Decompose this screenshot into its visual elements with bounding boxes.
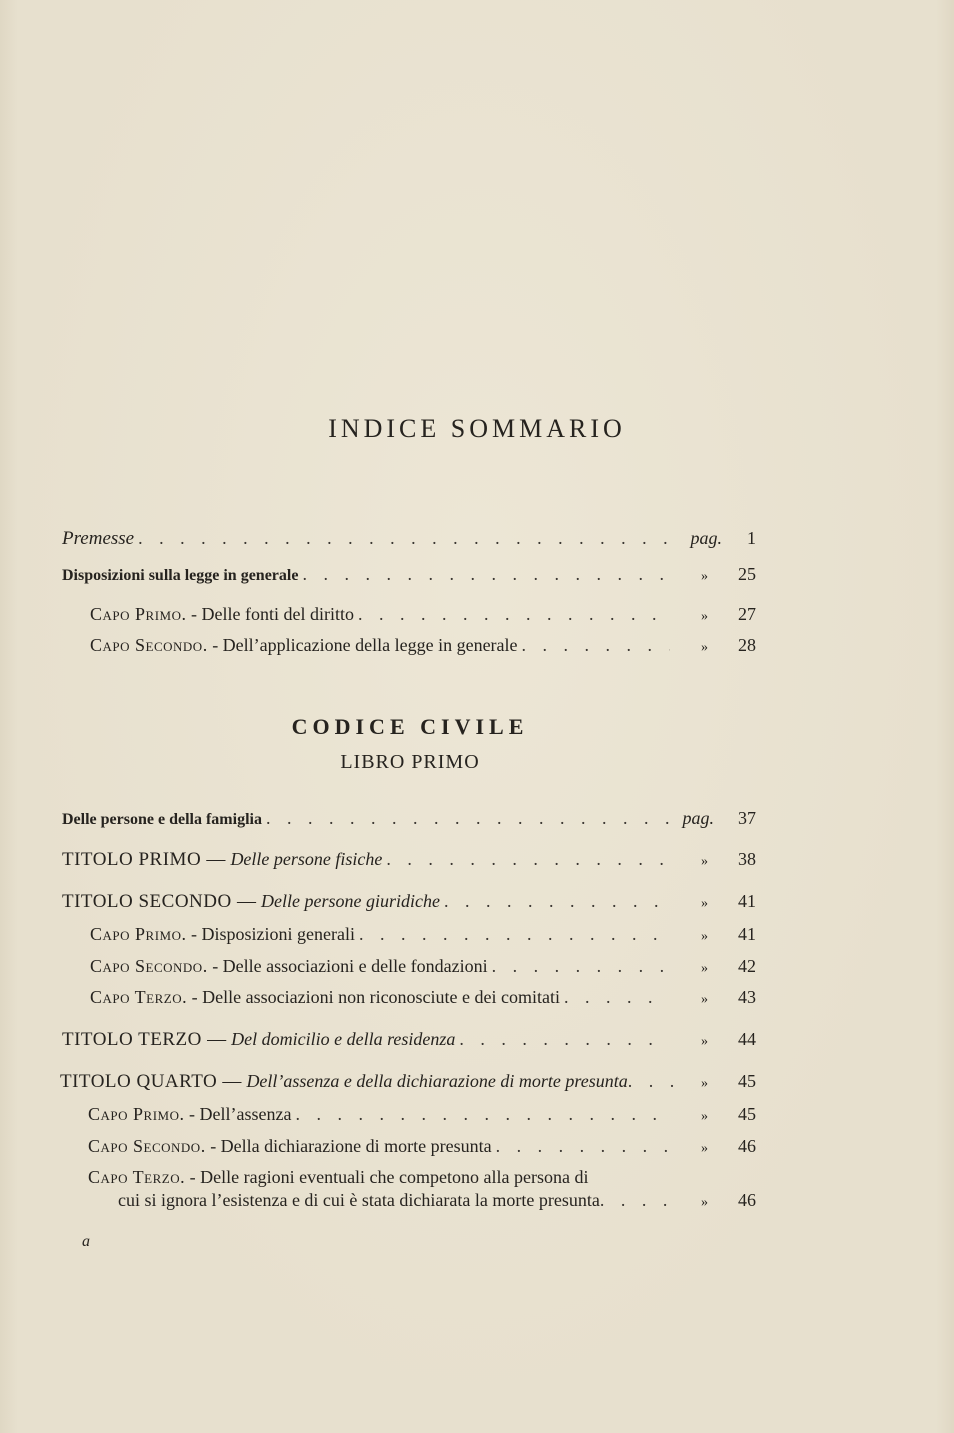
entry-label xyxy=(90,923,355,945)
capo-text: - Delle associazioni e delle fondazioni xyxy=(212,956,488,976)
leader-dots xyxy=(628,1070,684,1092)
page-number: 41 xyxy=(738,924,756,944)
toc-entry-titolo-secondo xyxy=(62,890,756,915)
page-marker: » xyxy=(701,961,708,976)
entry-label xyxy=(60,1070,628,1093)
page-marker: » xyxy=(701,640,708,655)
entry-label: Delle persone e della famiglia xyxy=(62,811,262,828)
capo-text: - Dell’applicazione della legge in generale xyxy=(212,635,518,655)
capo-label: Capo Secondo. xyxy=(90,956,208,976)
page-number: 44 xyxy=(738,1029,756,1049)
page-number: 27 xyxy=(738,604,756,624)
capo-label: Capo Terzo. xyxy=(90,987,188,1007)
page-number: 25 xyxy=(738,564,756,584)
entry-label xyxy=(90,986,560,1008)
titolo-label: TITOLO PRIMO — xyxy=(62,849,226,870)
entry-label xyxy=(90,603,354,625)
entry-label xyxy=(62,848,382,871)
entry-label xyxy=(90,634,518,656)
toc-entry-tq-capo-terzo-line1 xyxy=(88,1166,588,1188)
titolo-subject: Delle persone giuridiche xyxy=(260,891,440,911)
titolo-subject: Dell’assenza e della dichiarazione di morte presunta xyxy=(246,1071,628,1091)
entry-label xyxy=(88,1135,492,1157)
titolo-label: TITOLO SECONDO — xyxy=(62,891,257,912)
page-number: 45 xyxy=(738,1071,756,1091)
page-number: 45 xyxy=(738,1104,756,1124)
page-number: 28 xyxy=(738,635,756,655)
capo-text: - Delle fonti del diritto xyxy=(190,604,354,624)
toc-entry-capo-primo xyxy=(90,603,756,628)
page-marker: » xyxy=(701,1076,708,1091)
page-marker: » xyxy=(701,929,708,944)
page-marker: » xyxy=(701,992,708,1007)
page-marker: » xyxy=(701,896,708,911)
capo-text: - Delle associazioni non riconosciute e dei comitati xyxy=(191,987,561,1007)
capo-label: Capo Terzo. xyxy=(88,1167,186,1187)
titolo-subject: Delle persone fisiche xyxy=(230,849,383,869)
book-title: LIBRO PRIMO xyxy=(340,751,480,773)
toc-entry-disposizioni xyxy=(62,563,756,588)
page-number: 42 xyxy=(738,956,756,976)
capo-text: - Della dichiarazione di morte presunta xyxy=(210,1136,492,1156)
section-title: CODICE CIVILE xyxy=(291,714,529,739)
leader-dots xyxy=(359,923,670,945)
capo-label: Capo Primo. xyxy=(90,924,187,944)
leader-dots xyxy=(302,563,670,585)
capo-label: Capo Primo. xyxy=(90,604,187,624)
page-marker: pag. xyxy=(690,528,722,548)
page-number: 1 xyxy=(747,528,756,548)
toc-entry-tq-capo-terzo-line2 xyxy=(118,1189,756,1214)
toc-entry-tq-capo-primo xyxy=(88,1103,756,1128)
toc-entry-ts-capo-terzo xyxy=(90,986,756,1011)
toc-entry-capo-secondo xyxy=(90,634,756,659)
page-marker: » xyxy=(701,1141,708,1156)
toc-entry-titolo-quarto xyxy=(60,1070,756,1095)
capo-label: Capo Primo. xyxy=(88,1104,185,1124)
capo-text: - Delle ragioni eventuali che competono alla persona di xyxy=(189,1167,589,1187)
toc-entry-ts-capo-primo xyxy=(90,923,756,948)
page-number: 41 xyxy=(738,891,756,911)
leader-dots xyxy=(295,1103,670,1125)
entry-label: Disposizioni sulla legge in generale xyxy=(62,567,299,584)
titolo-label: TITOLO TERZO — xyxy=(62,1029,227,1050)
titolo-label: TITOLO QUARTO — xyxy=(60,1071,242,1092)
page-number: 46 xyxy=(738,1136,756,1156)
leader-dots xyxy=(492,955,670,977)
entry-label xyxy=(88,1103,291,1125)
leader-dots xyxy=(564,986,670,1008)
toc-entry-persone-famiglia xyxy=(62,807,756,831)
page-marker: » xyxy=(701,569,708,584)
page-marker: » xyxy=(701,609,708,624)
toc-entry-tq-capo-secondo xyxy=(88,1135,756,1160)
leader-dots xyxy=(496,1135,670,1157)
capo-text-continued: cui si ignora l’esistenza e di cui è stata dichiarata la morte presunta xyxy=(118,1190,600,1210)
page-number: 43 xyxy=(738,987,756,1007)
capo-label: Capo Secondo. xyxy=(90,635,208,655)
toc-entry-premesse xyxy=(62,527,756,550)
signature-mark: a xyxy=(82,1233,90,1250)
leader-dots xyxy=(138,527,684,549)
page-marker: pag. xyxy=(682,808,714,828)
entry-label: Premesse xyxy=(62,528,135,549)
capo-text: - Dell’assenza xyxy=(188,1104,292,1124)
entry-label xyxy=(62,890,440,913)
leader-dots xyxy=(522,634,670,656)
entry-label xyxy=(90,955,488,977)
page-marker: » xyxy=(701,1195,708,1210)
leader-dots xyxy=(600,1189,684,1211)
leader-dots xyxy=(444,890,670,912)
entry-label xyxy=(62,1028,455,1051)
toc-entry-titolo-terzo xyxy=(62,1028,756,1053)
leader-dots xyxy=(459,1028,670,1050)
capo-label: Capo Secondo. xyxy=(88,1136,206,1156)
toc-entry-titolo-primo xyxy=(62,848,756,873)
page-number: 46 xyxy=(738,1190,756,1210)
leader-dots xyxy=(266,807,676,829)
page-marker: » xyxy=(701,1034,708,1049)
titolo-subject: Del domicilio e della residenza xyxy=(231,1029,456,1049)
page-number: 38 xyxy=(738,849,756,869)
leader-dots xyxy=(358,603,670,625)
toc-entry-ts-capo-secondo xyxy=(90,955,756,980)
page-marker: » xyxy=(701,854,708,869)
page-title: INDICE SOMMARIO xyxy=(328,414,626,443)
capo-text: - Disposizioni generali xyxy=(190,924,355,944)
page-marker: » xyxy=(701,1109,708,1124)
leader-dots xyxy=(386,848,670,870)
page-number: 37 xyxy=(738,808,756,828)
